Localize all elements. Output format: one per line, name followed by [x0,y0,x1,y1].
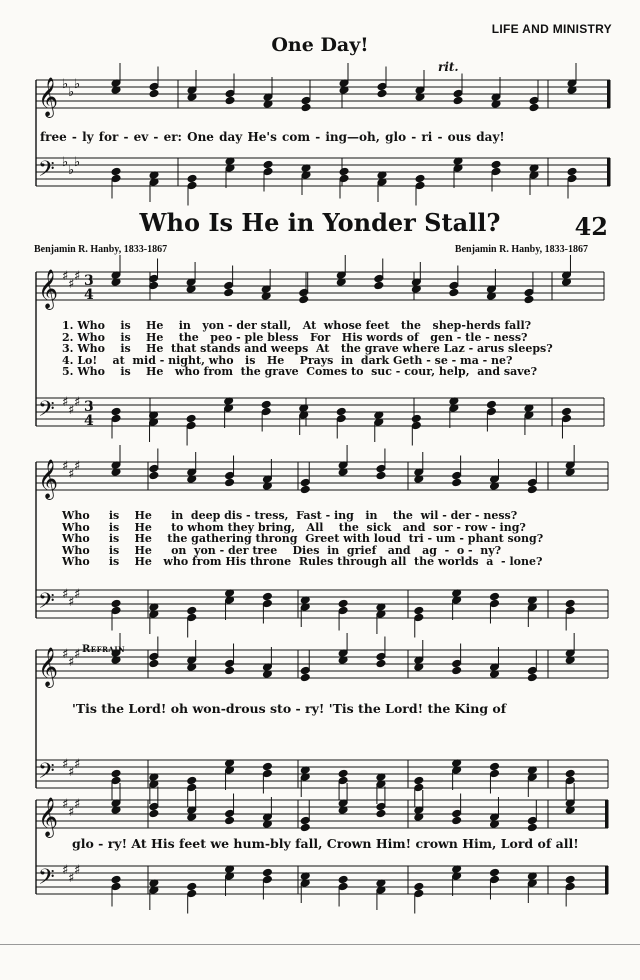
notehead [111,167,121,176]
notehead [261,407,271,416]
notehead [376,659,386,668]
sharp-sign: ♯ [74,863,81,878]
notehead [376,464,386,473]
notehead [374,274,384,283]
notehead [527,823,537,832]
notehead [187,776,197,785]
notehead [300,478,310,487]
notehead [565,769,575,778]
notehead [262,875,272,884]
notehead [225,809,235,818]
notehead [336,414,346,423]
notehead [452,809,462,818]
verse-2-line-1: 2. Who is He the peo - ple bless For His words of gen - tle - ness? [62,330,528,344]
final-barline [605,800,608,828]
flat-sign: ♭ [74,155,81,170]
notehead [111,776,121,785]
ritardando-marking: rit. [438,60,459,74]
notehead [415,174,425,183]
sharp-sign: ♯ [68,805,75,820]
sharp-sign: ♯ [68,655,75,670]
notehead [449,288,459,297]
notehead [561,407,571,416]
refrain-lyric-2: glo - ry! At His feet we hum-bly fall, Crown Him! crown Him, Lord of all! [72,836,579,851]
treble-clef: 𝄞 [38,77,59,117]
notehead [186,414,196,423]
notehead [262,599,272,608]
flat-sign: ♭ [62,77,69,92]
verse-5-line-2: Who is He who from His throne Rules through all the worlds a - lone? [62,555,543,568]
notehead [299,295,309,304]
notehead [301,103,311,112]
notehead [415,181,425,190]
notehead [263,160,273,169]
notehead [377,89,387,98]
notehead [187,174,197,183]
hymn-number: 42 [574,212,608,241]
previous-hymn-title: One Day! [271,34,369,56]
notehead [339,174,349,183]
notehead [225,666,235,675]
notehead [301,96,311,105]
verses-system-1 [62,320,610,378]
notehead [453,89,463,98]
flat-sign: ♭ [68,85,75,100]
sharp-sign: ♯ [74,587,81,602]
notehead [527,485,537,494]
notehead [225,96,235,105]
notehead [111,882,121,891]
treble-clef: 𝄞 [38,797,59,837]
notehead [149,82,159,91]
notehead [187,882,197,891]
notehead [262,592,272,601]
treble-clef: 𝄞 [38,647,59,687]
notehead [452,471,462,480]
notehead [338,882,348,891]
verse-5-line-1: 5. Who is He who from the grave Comes to suc - cour, help, and save? [62,365,538,378]
notehead [491,160,501,169]
notehead [527,673,537,682]
sharp-sign: ♯ [62,797,69,812]
notehead [376,471,386,480]
bass-clef: 𝄢 [38,865,55,895]
notehead [452,816,462,825]
notehead [527,478,537,487]
notehead [376,802,386,811]
notehead [299,288,309,297]
notehead [111,769,121,778]
notehead [377,82,387,91]
verse-4-line-2: Who is He on yon - der tree Dies in grief and ag - o - ny? [62,543,502,557]
final-barline [607,80,610,108]
notehead [524,295,534,304]
verse-1-line-2: Who is He in deep dis - tress, Fast - ing in the wil - der - ness? [62,509,518,522]
flat-sign: ♭ [62,155,69,170]
sharp-sign: ♯ [62,647,69,662]
notehead [338,606,348,615]
notehead [262,868,272,877]
flat-sign: ♭ [74,77,81,92]
sharp-sign: ♯ [68,403,75,418]
notehead [486,407,496,416]
refrain-lyric-1: 'Tis the Lord! oh won-drous sto - ry! 'Tis the Lord! the King of [72,701,507,716]
notehead [338,875,348,884]
notehead [565,875,575,884]
sharp-sign: ♯ [68,871,75,886]
notehead [300,816,310,825]
bass-clef: 𝄢 [38,397,55,427]
notehead [414,783,424,792]
sharp-sign: ♯ [74,757,81,772]
sharp-sign: ♯ [62,395,69,410]
flat-sign: ♭ [68,163,75,178]
sharp-sign: ♯ [68,277,75,292]
notehead [224,281,234,290]
notehead [452,478,462,487]
notehead [149,464,159,473]
sharp-sign: ♯ [74,797,81,812]
notehead [411,421,421,430]
previous-hymn-lyric: free - ly for - ev - er: One day He's com - ing—oh, glo - ri - ous day! [40,130,505,144]
notehead [338,776,348,785]
notehead [489,868,499,877]
notehead [414,776,424,785]
notehead [339,167,349,176]
notehead [489,599,499,608]
notehead [452,659,462,668]
notehead [489,875,499,884]
words-credit: Benjamin R. Hanby, 1833-1867 [34,244,168,255]
notehead [486,400,496,409]
notehead [414,882,424,891]
sharp-sign: ♯ [74,269,81,284]
notehead [411,414,421,423]
notehead [414,606,424,615]
notehead [527,666,537,675]
notehead [149,471,159,480]
verse-1-line-1: 1. Who is He in yon - der stall, At whose feet the shep-herds fall? [62,319,532,332]
notehead [491,167,501,176]
notehead [489,762,499,771]
verse-2-line-2: Who is He to whom they bring, All the sick and sor - row - ing? [62,520,526,534]
time-signature-bottom: 4 [84,413,94,429]
notehead [225,816,235,825]
notehead [225,659,235,668]
notehead [187,181,197,190]
sharp-sign: ♯ [68,595,75,610]
notehead [262,762,272,771]
notehead [187,613,197,622]
notehead [300,823,310,832]
notehead [336,407,346,416]
notehead [186,421,196,430]
notehead [529,103,539,112]
notehead [414,889,424,898]
hymn-title: Who Is He in Yonder Stall? [139,208,501,237]
bass-clef: 𝄢 [38,157,55,187]
sharp-sign: ♯ [62,757,69,772]
notehead [263,167,273,176]
notehead [187,606,197,615]
notehead [149,652,159,661]
verse-3-line-2: Who is He the gathering throng Greet with loud tri - um - phant song? [62,532,544,545]
verse-3-line-1: 3. Who is He that stands and weeps At the grave where Laz - arus sleeps? [62,342,553,355]
sharp-sign: ♯ [62,459,69,474]
notehead [414,613,424,622]
final-barline [605,866,608,894]
notehead [149,802,159,811]
treble-clef: 𝄞 [38,269,59,309]
sharp-sign: ♯ [62,863,69,878]
notehead [111,606,121,615]
notehead [338,599,348,608]
notehead [111,599,121,608]
notehead [111,407,121,416]
notehead [565,606,575,615]
notehead [300,673,310,682]
notehead [567,167,577,176]
verse-4-line-1: 4. Lo! at mid - night, who is He Prays in dark Geth - se - ma - ne? [62,353,513,367]
notehead [262,769,272,778]
time-signature-bottom: 4 [84,287,94,303]
notehead [374,281,384,290]
notehead [338,769,348,778]
notehead [149,809,159,818]
notehead [449,281,459,290]
notehead [565,599,575,608]
notehead [376,809,386,818]
notehead [489,592,499,601]
sharp-sign: ♯ [74,459,81,474]
notehead [524,288,534,297]
notehead [225,478,235,487]
notehead [149,659,159,668]
verses-system-2 [62,510,610,568]
notehead [453,96,463,105]
notehead [527,816,537,825]
notehead [187,783,197,792]
time-signature-top: 3 [84,273,94,289]
sharp-sign: ♯ [74,647,81,662]
time-signature-top: 3 [84,399,94,415]
notehead [567,174,577,183]
sharp-sign: ♯ [74,395,81,410]
notehead [565,882,575,891]
refrain-label: Refrain [82,644,126,655]
page-bottom-rule [0,944,640,945]
section-label: LIFE AND MINISTRY [491,22,612,36]
music-credit: Benjamin R. Hanby, 1833-1867 [454,244,588,255]
bass-clef: 𝄢 [38,589,55,619]
notehead [489,769,499,778]
notehead [111,174,121,183]
notehead [376,652,386,661]
treble-clef: 𝄞 [38,459,59,499]
sharp-sign: ♯ [68,765,75,780]
notehead [300,666,310,675]
sharp-sign: ♯ [62,269,69,284]
sharp-sign: ♯ [62,587,69,602]
notehead [300,485,310,494]
notehead [187,889,197,898]
notehead [111,875,121,884]
notehead [225,89,235,98]
sharp-sign: ♯ [68,467,75,482]
notehead [452,666,462,675]
notehead [261,400,271,409]
notehead [111,414,121,423]
notehead [149,89,159,98]
notehead [561,414,571,423]
final-barline [607,158,610,186]
notehead [224,288,234,297]
notehead [225,471,235,480]
notehead [565,776,575,785]
notehead [529,96,539,105]
bass-clef: 𝄢 [38,759,55,789]
